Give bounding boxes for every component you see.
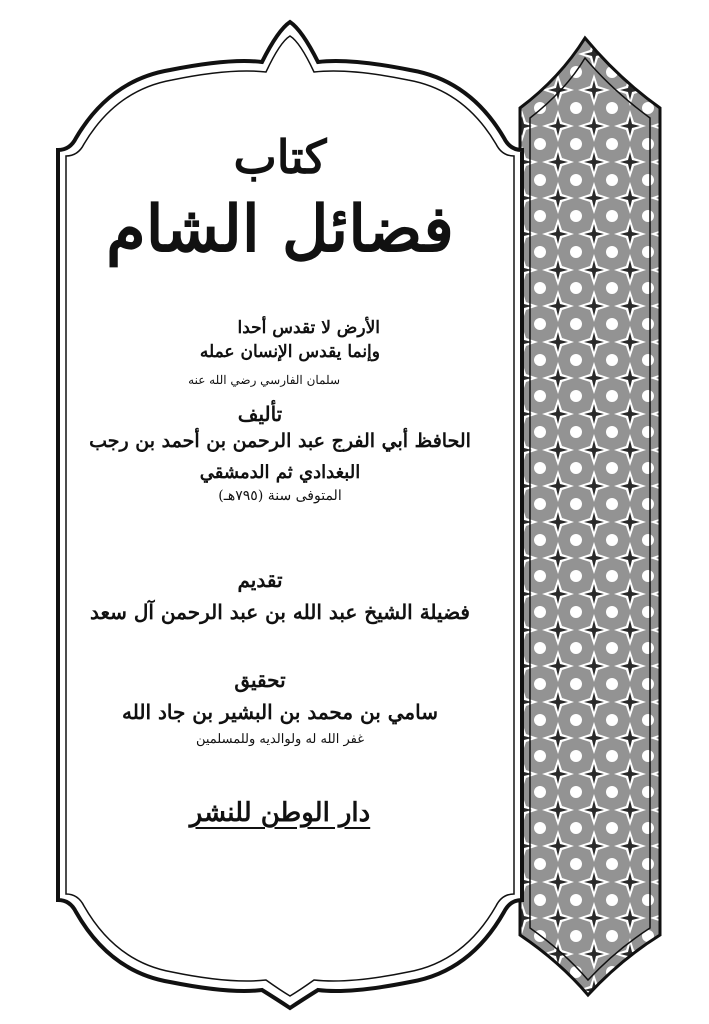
verifier-dua: غفر الله له ولوالديه وللمسلمين xyxy=(195,732,365,747)
book-word: كتاب xyxy=(233,130,327,184)
author-death-year: المتوفى سنة (٧٩٥هـ) xyxy=(218,488,342,504)
publisher-name: دار الوطن للنشر xyxy=(189,798,371,828)
quote-line-2: وإنما يقدس الإنسان عمله xyxy=(199,342,380,362)
introduction-label: تقديم xyxy=(237,568,283,592)
author-name-line-2: البغدادي ثم الدمشقي xyxy=(199,462,361,483)
authorship-label: تأليف xyxy=(237,402,283,426)
quote-attribution: سلمان الفارسي رضي الله عنه xyxy=(188,373,340,387)
verifier-name: سامي بن محمد بن البشير بن جاد الله xyxy=(122,700,438,724)
cover-content xyxy=(60,120,500,900)
author-name-line-1: الحافظ أبي الفرج عبد الرحمن بن أحمد بن رجب xyxy=(89,430,471,452)
book-title: فضائل الشام xyxy=(106,192,454,267)
verification-label: تحقيق xyxy=(234,668,286,692)
ornamental-band xyxy=(520,38,660,995)
introduction-name: فضيلة الشيخ عبد الله بن عبد الرحمن آل سعد xyxy=(90,600,470,624)
quote-line-1: الأرض لا تقدس أحدا xyxy=(237,318,380,338)
